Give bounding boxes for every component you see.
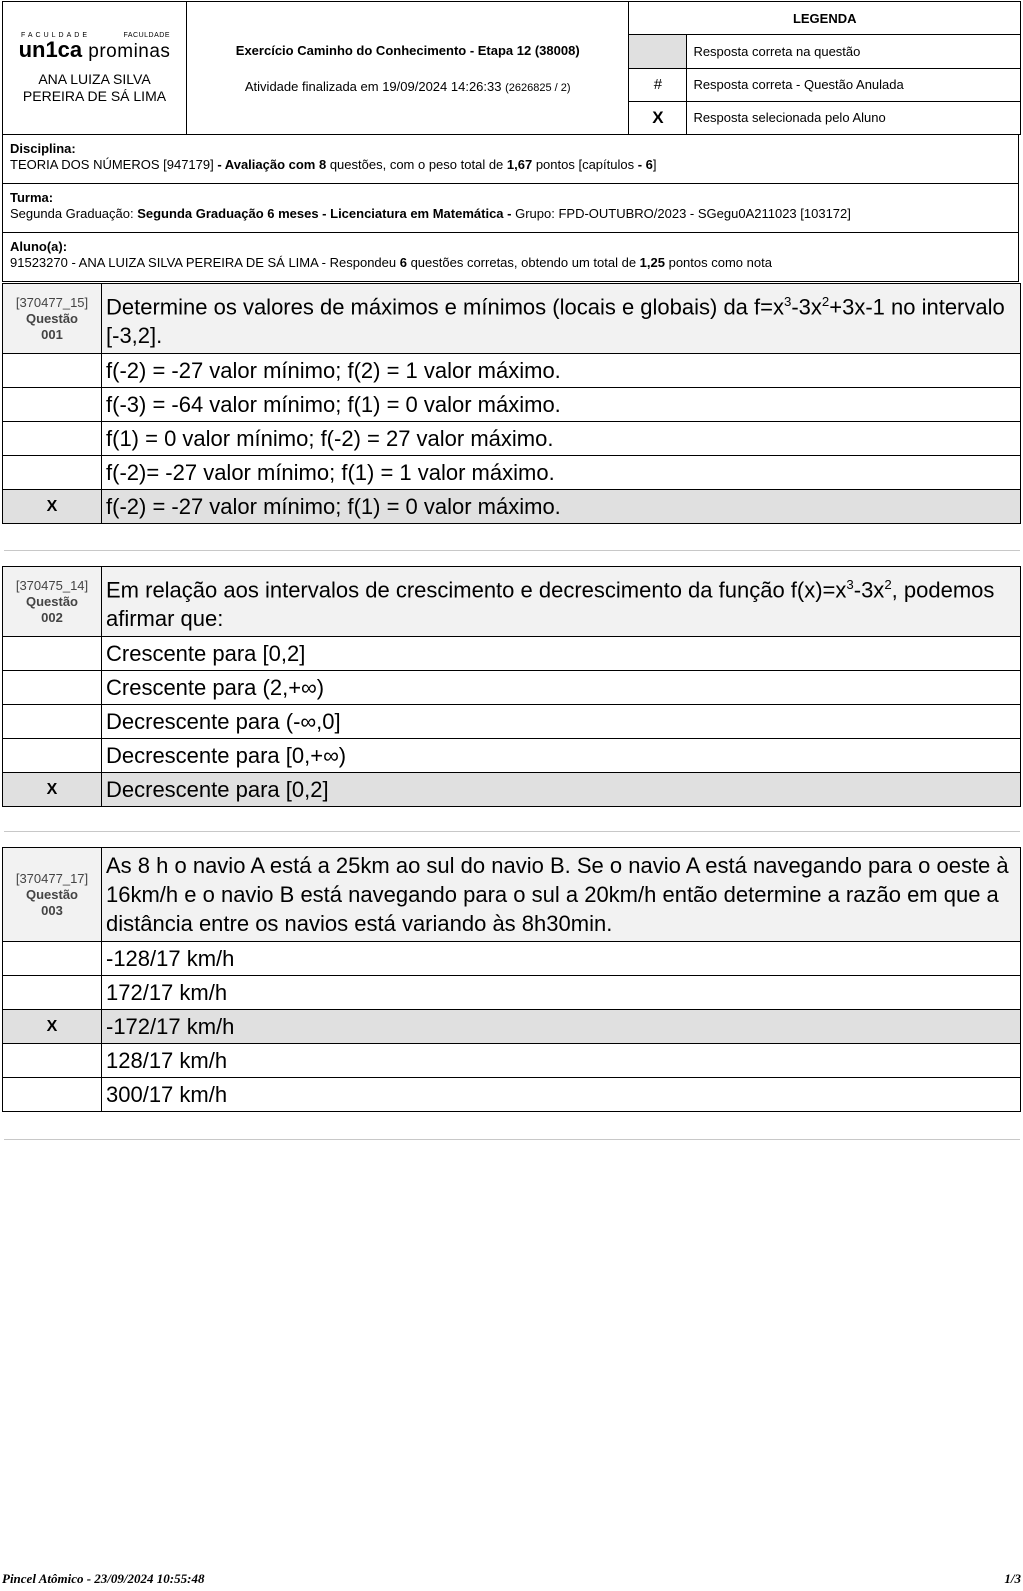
turma-label: Turma:	[10, 190, 54, 205]
student-name-line1: ANA LUIZA SILVA	[38, 70, 151, 87]
question-text: As 8 h o navio A está a 25km ao sul do navio B. Se o navio A está navegando para o oeste à 16km/h e o navio B está navegando para o sul a 20km/h então determine a razão em que a distância entre os navios está variando às 8h30min.	[102, 848, 1021, 942]
option-text: Decrescente para (-∞,0]	[102, 705, 1021, 739]
option-text-selected: Decrescente para [0,2]	[102, 773, 1021, 807]
question-code: [370475_14]	[15, 577, 89, 593]
option-mark	[3, 354, 102, 388]
legend-symbol-selected: X	[629, 101, 687, 134]
question-number: 002	[41, 609, 63, 625]
question-label: Questão	[25, 310, 78, 326]
logo-unica: un1ca	[18, 36, 83, 62]
question-001	[2, 283, 1021, 524]
legend-text-selected: Resposta selecionada pelo Aluno	[687, 101, 1021, 134]
logo-cell	[3, 2, 187, 135]
option-mark	[3, 1078, 102, 1112]
separator	[4, 831, 1020, 832]
turma-block	[2, 183, 1019, 233]
option-mark	[3, 942, 102, 976]
logo-small-right: FACULDADE	[123, 31, 170, 39]
finished-info: Atividade finalizada em 19/09/2024 14:26:33 (2626825 / 2)	[244, 78, 571, 94]
question-002	[2, 566, 1021, 807]
option-text-selected: -172/17 km/h	[102, 1010, 1021, 1044]
option-mark	[3, 422, 102, 456]
option-mark-selected: X	[3, 1010, 102, 1044]
option-mark	[3, 705, 102, 739]
option-mark	[3, 671, 102, 705]
question-number: 001	[41, 326, 63, 342]
question-code: [370477_17]	[15, 870, 89, 886]
option-mark	[3, 456, 102, 490]
question-label: Questão	[25, 886, 78, 902]
logo-small-left: FACULDADE	[21, 31, 91, 39]
option-text: f(-2)= -27 valor mínimo; f(1) = 1 valor máximo.	[102, 456, 1021, 490]
option-mark-selected: X	[3, 490, 102, 524]
question-003	[2, 847, 1021, 1112]
legend-symbol-annulled: #	[629, 68, 687, 101]
question-number: 003	[41, 902, 63, 918]
option-text: Crescente para (2,+∞)	[102, 671, 1021, 705]
question-id-cell	[3, 567, 102, 637]
aluno-label: Aluno(a):	[10, 239, 68, 254]
legend-symbol-correct	[629, 35, 687, 68]
option-text: Crescente para [0,2]	[102, 637, 1021, 671]
option-text: 128/17 km/h	[102, 1044, 1021, 1078]
option-text: f(1) = 0 valor mínimo; f(-2) = 27 valor máximo.	[102, 422, 1021, 456]
option-mark	[3, 388, 102, 422]
question-id-cell	[3, 848, 102, 942]
question-label: Questão	[25, 593, 78, 609]
separator	[4, 550, 1020, 551]
disciplina-block	[2, 134, 1019, 184]
option-text: f(-2) = -27 valor mínimo; f(2) = 1 valor máximo.	[102, 354, 1021, 388]
logo-prominas: prominas	[88, 40, 171, 62]
question-code: [370477_15]	[15, 294, 89, 310]
option-mark	[3, 739, 102, 773]
option-mark	[3, 637, 102, 671]
disciplina-label: Disciplina:	[10, 141, 76, 156]
page-footer	[2, 1571, 1021, 1587]
question-text: Em relação aos intervalos de crescimento e decrescimento da função $f(x)=x^3-3x^2$, podemos afirmar que:	[102, 567, 1021, 637]
option-text: f(-3) = -64 valor mínimo; f(1) = 0 valor máximo.	[102, 388, 1021, 422]
footer-timestamp: Pincel Atômico - 23/09/2024 10:55:48	[2, 1571, 205, 1586]
separator	[4, 1139, 1020, 1140]
option-mark	[3, 1044, 102, 1078]
header-table	[2, 1, 1021, 135]
page-number: 1/3	[1004, 1571, 1021, 1586]
option-mark-selected: X	[3, 773, 102, 807]
legend-text-correct: Resposta correta na questão	[687, 35, 1021, 68]
student-name-line2: PEREIRA DE SÁ LIMA	[22, 87, 167, 104]
disciplina-text: TEORIA DOS NÚMEROS [947179] - Avaliação com 8 questões, com o peso total de 1,67 pontos [capítulos - 6]	[10, 157, 657, 172]
legend-title: LEGENDA	[629, 2, 1021, 35]
exercise-title: Exercício Caminho do Conhecimento - Etapa 12 (38008)	[235, 42, 580, 58]
legend-text-annulled: Resposta correta - Questão Anulada	[687, 68, 1021, 101]
institution-logo	[3, 32, 186, 63]
aluno-text: 91523270 - ANA LUIZA SILVA PEREIRA DE SÁ LIMA - Respondeu 6 questões corretas, obtendo um total de 1,25 pontos como nota	[10, 255, 772, 270]
option-mark	[3, 976, 102, 1010]
option-text: -128/17 km/h	[102, 942, 1021, 976]
finished-code: (2626825 / 2)	[505, 81, 571, 94]
title-cell	[187, 2, 629, 135]
option-text-selected: f(-2) = -27 valor mínimo; f(1) = 0 valor máximo.	[102, 490, 1021, 524]
question-text: Determine os valores de máximos e mínimos (locais e globais) da $f=x^3-3x^2+3x-1$ no intervalo [-3,2].	[102, 284, 1021, 354]
option-text: Decrescente para [0,+∞)	[102, 739, 1021, 773]
option-text: 300/17 km/h	[102, 1078, 1021, 1112]
option-text: 172/17 km/h	[102, 976, 1021, 1010]
aluno-block	[2, 232, 1019, 282]
question-id-cell	[3, 284, 102, 354]
turma-text: Segunda Graduação: Segunda Graduação 6 meses - Licenciatura em Matemática - Grupo: FPD-OUTUBRO/2023 - SGegu0A211023 [103172]	[10, 206, 851, 221]
